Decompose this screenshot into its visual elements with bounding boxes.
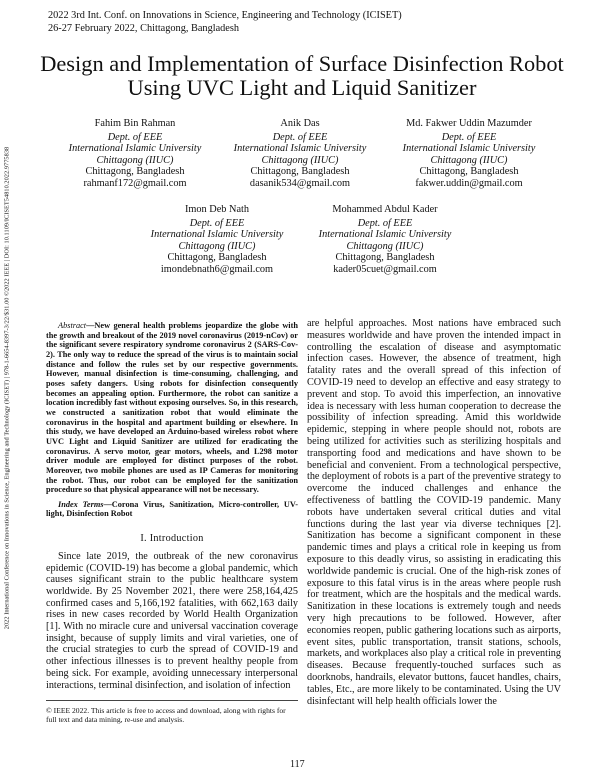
author-block (374, 118, 564, 190)
author-block (300, 204, 470, 276)
conference-name: 2022 3rd Int. Conf. on Innovations in Science, Engineering and Technology (ICISET) (48, 10, 402, 21)
author-email[interactable]: kader05cuet@gmail.com (333, 263, 437, 275)
author-name: Md. Fakwer Uddin Mazumder (406, 118, 532, 129)
author-institution: Chittagong (IIUC) (178, 240, 256, 252)
author-email[interactable]: fakwer.uddin@gmail.com (415, 177, 523, 189)
author-block (55, 118, 215, 190)
side-identifier-text: 2022 International Conference on Innovations in Science, Engineering and Technology (ICISET) | 978-1-6654-8397-3/22/$31.00 ©2022 IEEE | DOI: 10.1109/ICISET54810.2022.9775838 (3, 146, 11, 630)
author-dept: Dept. of EEE (357, 217, 413, 229)
author-institution: Chittagong (IIUC) (430, 154, 508, 166)
index-terms-label: Index Terms (58, 499, 104, 509)
abstract-text: —New general health problems jeopardize the globe with the growth and breakout of the 2019 novel coronavirus (2019-nCov) or the significant severe respiratory syndrome coronavirus 2 (SARS-Cov-2). The only way to reduce the spread of the virus is to maintain social distance and follow the rules set by our respective governments. However, manual disinfection is time-consuming, challenging, and poses safety dangers. Using robots for disinfection consequently becomes an appealing option. Furthermore, the robot can sanitize a location incredibly fast without exposing ourselves. So, in this research, we constructed a sanitization robot that would eliminate the coronavirus in the hospital and apartment building or elsewhere. In this study, we have developed an Arduino-based wireless robot where UVC Light and Liquid Sanitizer are utilized for eradicating the coronavirus. A servo motor, gear motors, wheels, and L298 motor driver module are employed for distinct purposes of the robot. Moreover, two mobile phones are used as IP Cameras for monitoring the robot. Thus, our robot can be employed for the sanitization procedure so that physical appearance will not be necessary. (46, 321, 298, 495)
author-university: International Islamic University (150, 229, 284, 241)
left-column (46, 321, 298, 691)
author-email[interactable]: dasanik534@gmail.com (249, 177, 351, 189)
index-terms (46, 500, 298, 519)
author-region: Chittagong, Bangladesh (419, 166, 519, 178)
author-region: Chittagong, Bangladesh (250, 166, 350, 178)
author-region: Chittagong, Bangladesh (167, 252, 267, 264)
conference-header (48, 9, 402, 35)
author-block (220, 118, 380, 190)
author-email[interactable]: imondebnath6@gmail.com (160, 263, 274, 275)
author-dept: Dept. of EEE (107, 131, 163, 143)
author-institution: Chittagong (IIUC) (261, 154, 339, 166)
author-university: International Islamic University (68, 143, 202, 155)
paper-title: Design and Implementation of Surface Disinfection Robot Using UVC Light and Liquid Sanitizer (40, 51, 564, 100)
author-university: International Islamic University (402, 143, 536, 155)
author-region: Chittagong, Bangladesh (85, 166, 185, 178)
copyright-footnote: © IEEE 2022. This article is free to access and download, along with rights for full text and data mining, re-use and analysis. (46, 700, 298, 724)
author-block (132, 204, 302, 276)
author-university: International Islamic University (318, 229, 452, 241)
author-dept: Dept. of EEE (272, 131, 328, 143)
author-name: Imon Deb Nath (184, 204, 250, 215)
author-university: International Islamic University (233, 143, 367, 155)
author-name: Fahim Bin Rahman (94, 118, 176, 129)
section-heading: I. Introduction (140, 533, 204, 545)
author-region: Chittagong, Bangladesh (335, 252, 435, 264)
intro-continued: are helpful approaches. Most nations have embraced such measures worldwide and have proven the intended impact in controlling the escalation of disease and asymptomatic infection cases. However, the absence of treatment, high fatality rates and the overall spread of this infection of COVID-19 need to develop an effective and easy strategy to prevent and stop. To avoid this imperfection, an innovative idea is necessary with less human cooperation to decrease the possibility of infection spreading. Amid this worldwide epidemic, stepping in where people should not, robots are being utilized for activities such as sterilizing hospitals and transporting food and medications and have shown to be beneficial and convenient. From a technological perspective, the deployment of robots is a part of the preventive strategy to overcome the induced challenges and enhance the effectiveness of battling the COVID-19 pandemic. Many robots have undertaken several critical duties and vital functions during the last year via diverse techniques [2]. Sanitization has become a significant component in these pandemic times and plays a critical role in keeping us from exposure to this deadly virus, so assisting in eradicating this worldwide pandemic is crucial. One of the high-risk zones of exposure to this fatal virus is in the areas where people rush for treatment, which are the hospitals and the medical wards. Sanitization in these locations is extremely tough and needs very high precautions to be followed. However, after economies reopen, public gathering locations such as airports, event sites, public transportation, transit stations, schools, markets, and workplaces also play a critical role in preventing diseases. Because frequently-touched surfaces such as doorknobs, handrails, elevator buttons, faucet handles, chairs, tables, Etc., are more likely to be contaminated. Using the UV disinfectant will help health officials lower the (307, 318, 561, 707)
abstract (46, 321, 298, 495)
author-institution: Chittagong (IIUC) (96, 154, 174, 166)
author-dept: Dept. of EEE (189, 217, 245, 229)
author-name: Anik Das (280, 118, 320, 129)
page-number: 117 (290, 759, 305, 770)
abstract-label: Abstract (58, 321, 87, 330)
right-column (307, 318, 561, 707)
index-terms-text: —Corona Virus, Sanitization, Micro-controller, UV-light, Disinfection Robot (46, 499, 298, 519)
author-name: Mohammed Abdul Kader (332, 204, 438, 215)
author-dept: Dept. of EEE (441, 131, 497, 143)
conference-date: 26-27 February 2022, Chittagong, Bangladesh (48, 23, 240, 34)
intro-paragraph: Since late 2019, the outbreak of the new coronavirus epidemic (COVID-19) has become a global pandemic, which causes significant strain to the public healthcare system worldwide. By 25 November 2021, there were 258,164,425 confirmed cases and 5,166,192 fatalities, with 662,163 daily rises in new cases recorded by World Health Organization [1]. With no miracle cure and universal vaccination coverage insight, because of supply limits and viral varieties, one of the crucial strategies to curb the spread of COVID-19 and other infectious illnesses is to prevent healthy people from being sick. For example, avoiding unnecessary interpersonal interactions, terminal disinfection, and isolation of infection (46, 550, 298, 691)
author-email[interactable]: rahmanf172@gmail.com (83, 177, 187, 189)
author-institution: Chittagong (IIUC) (346, 240, 424, 252)
